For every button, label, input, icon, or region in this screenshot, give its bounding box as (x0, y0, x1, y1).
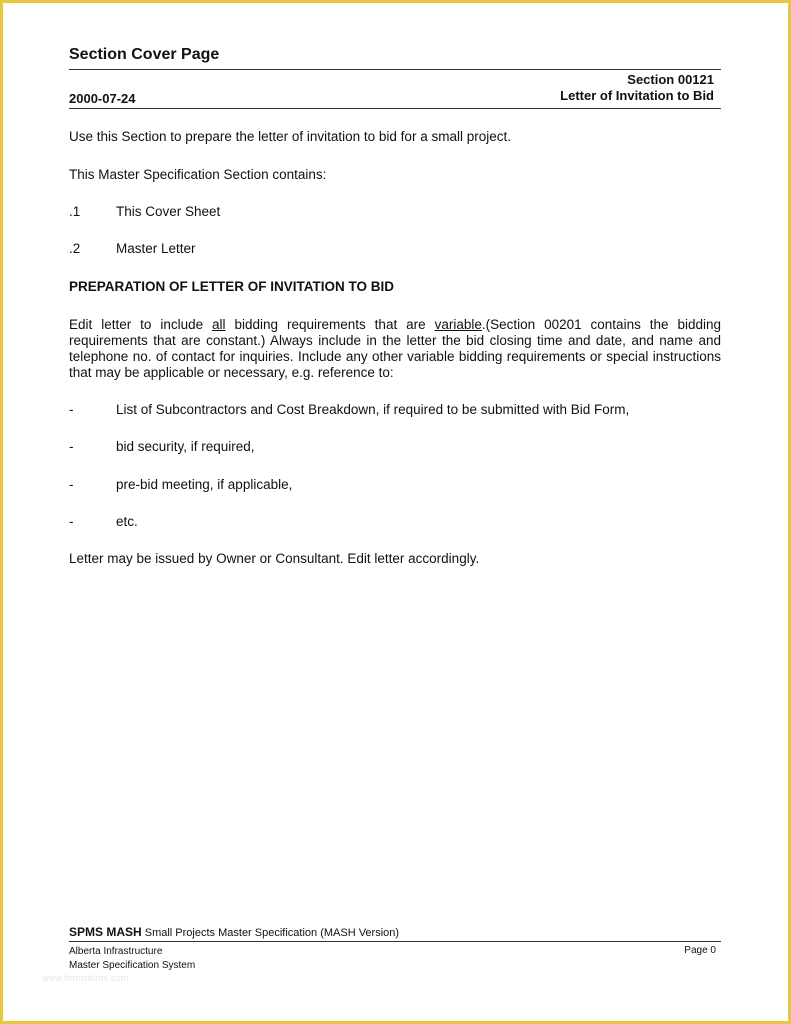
paragraph-text: .(Section 00201 contains the bidding requirements that are constant.) Always include in the letter the bid closing time and date, and name and telephone no. of contact for inquiries. Include any other variable bidding requirements or special instructions that may be applicable or necessary, e.g. reference to: (69, 317, 721, 380)
contents-marker: .2 (69, 241, 81, 256)
paragraph-text: bidding requirements that are (225, 317, 435, 332)
footer-brand-name: SPMS MASH (69, 925, 142, 939)
underlined-variable: variable (434, 317, 482, 332)
header-section-info (560, 72, 714, 104)
reference-text: bid security, if required, (116, 439, 255, 454)
reference-marker: - (69, 402, 74, 417)
reference-text: etc. (116, 514, 138, 529)
intro-line-2: This Master Specification Section contains: (69, 167, 327, 182)
footer-brand-description: Small Projects Master Specification (MASH Version) (144, 927, 400, 939)
reference-marker: - (69, 514, 74, 529)
preparation-heading: PREPARATION OF LETTER OF INVITATION TO BID (69, 279, 394, 294)
preparation-paragraph (69, 317, 721, 381)
watermark: www.formsbirds.com (42, 973, 129, 983)
reference-text: List of Subcontractors and Cost Breakdown, if required to be submitted with Bid Form, (116, 402, 630, 417)
header-top-rule (69, 69, 721, 70)
section-name: Letter of Invitation to Bid (560, 88, 714, 103)
intro-line-1: Use this Section to prepare the letter of invitation to bid for a small project. (69, 129, 511, 144)
header-bottom-rule (69, 108, 721, 109)
section-header (69, 72, 714, 108)
reference-marker: - (69, 477, 74, 492)
header-date: 2000-07-24 (69, 91, 136, 106)
reference-marker: - (69, 439, 74, 454)
page-title: Section Cover Page (69, 46, 220, 63)
footer-rule (69, 941, 721, 942)
footer-org-line-2: Master Specification System (69, 960, 196, 971)
footer-organization (69, 945, 195, 973)
contents-text: This Cover Sheet (116, 204, 221, 219)
reference-text: pre-bid meeting, if applicable, (116, 477, 293, 492)
section-number: Section 00121 (627, 72, 714, 87)
closing-line: Letter may be issued by Owner or Consultant. Edit letter accordingly. (69, 551, 480, 566)
contents-text: Master Letter (116, 241, 196, 256)
contents-marker: .1 (69, 204, 81, 219)
footer-page-number: Page 0 (684, 945, 716, 956)
paragraph-text: Edit letter to include (69, 317, 213, 332)
footer-org-line-1: Alberta Infrastructure (69, 946, 163, 957)
footer-brand (69, 925, 399, 939)
underlined-all: all (212, 317, 226, 332)
